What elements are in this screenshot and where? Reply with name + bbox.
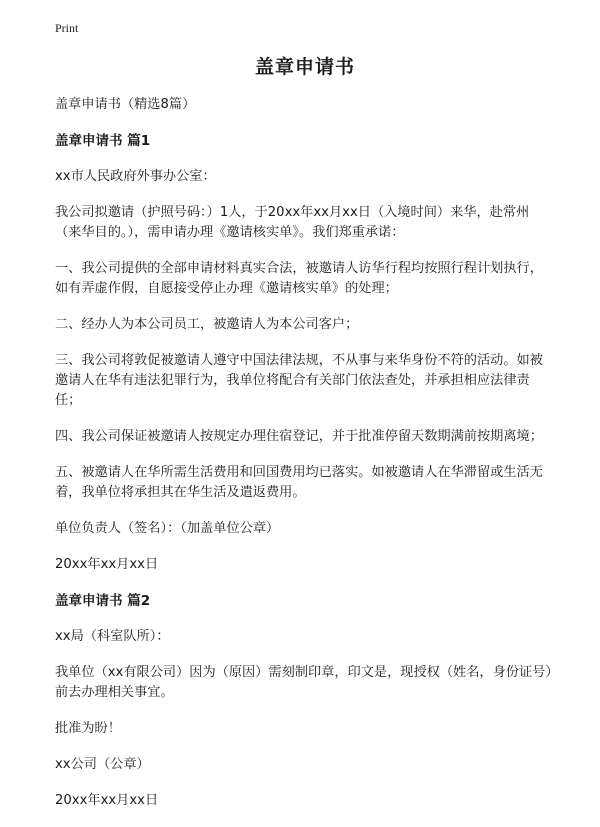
section1-date: 20xx年xx月xx日 [55, 557, 159, 572]
section-heading-2: 盖章申请书 篇2 [55, 593, 151, 609]
section2-signature: xx公司（公章） [55, 757, 150, 772]
document-body [55, 52, 555, 827]
document-subtitle: 盖章申请书（精选8篇） [55, 97, 196, 112]
section1-paragraph-2: 一、我公司提供的全部申请材料真实合法，被邀请人访华行程均按照行程计划执行，如有弄虚作假，自愿接受停止办理《邀请核实单》的处理； [55, 261, 543, 296]
section1-paragraph-1: 我公司拟邀请（护照号码：）1人，于20xx年xx月xx日（入境时间）来华，赴常州（来华目的。），需申请办理《邀请核实单》。我们郑重承诺： [55, 205, 530, 240]
section1-signature: 单位负责人（签名）：（加盖单位公章） [55, 521, 280, 536]
section1-addressee: xx市人民政府外事办公室： [55, 169, 216, 184]
section2-date: 20xx年xx月xx日 [55, 793, 159, 808]
section1-paragraph-6: 五、被邀请人在华所需生活费用和回国费用均已落实。如被邀请人在华滞留或生活无着，我单位将承担其在华生活及遣返费用。 [55, 465, 543, 500]
section2-addressee: xx局（科室队所）： [55, 629, 170, 644]
page-title: 盖章申请书 [254, 56, 355, 78]
print-link[interactable]: Print [55, 21, 79, 35]
section2-paragraph-2: 批准为盼！ [55, 721, 121, 736]
section1-paragraph-5: 四、我公司保证被邀请人按规定办理住宿登记，并于批准停留天数期满前按期离境； [55, 429, 543, 444]
section1-paragraph-4: 三、我公司将敦促被邀请人遵守中国法律法规，不从事与来华身份不符的活动。如被邀请人在华有违法犯罪行为，我单位将配合有关部门依法查处，并承担相应法律责任； [55, 353, 543, 408]
section1-paragraph-3: 二、经办人为本公司员工，被邀请人为本公司客户； [55, 317, 359, 332]
section-heading-1: 盖章申请书 篇1 [55, 133, 151, 149]
section2-paragraph-1: 我单位（xx有限公司）因为（原因）需刻制印章，印文是，现授权（姓名，身份证号）前去办理相关事宜。 [55, 665, 552, 700]
